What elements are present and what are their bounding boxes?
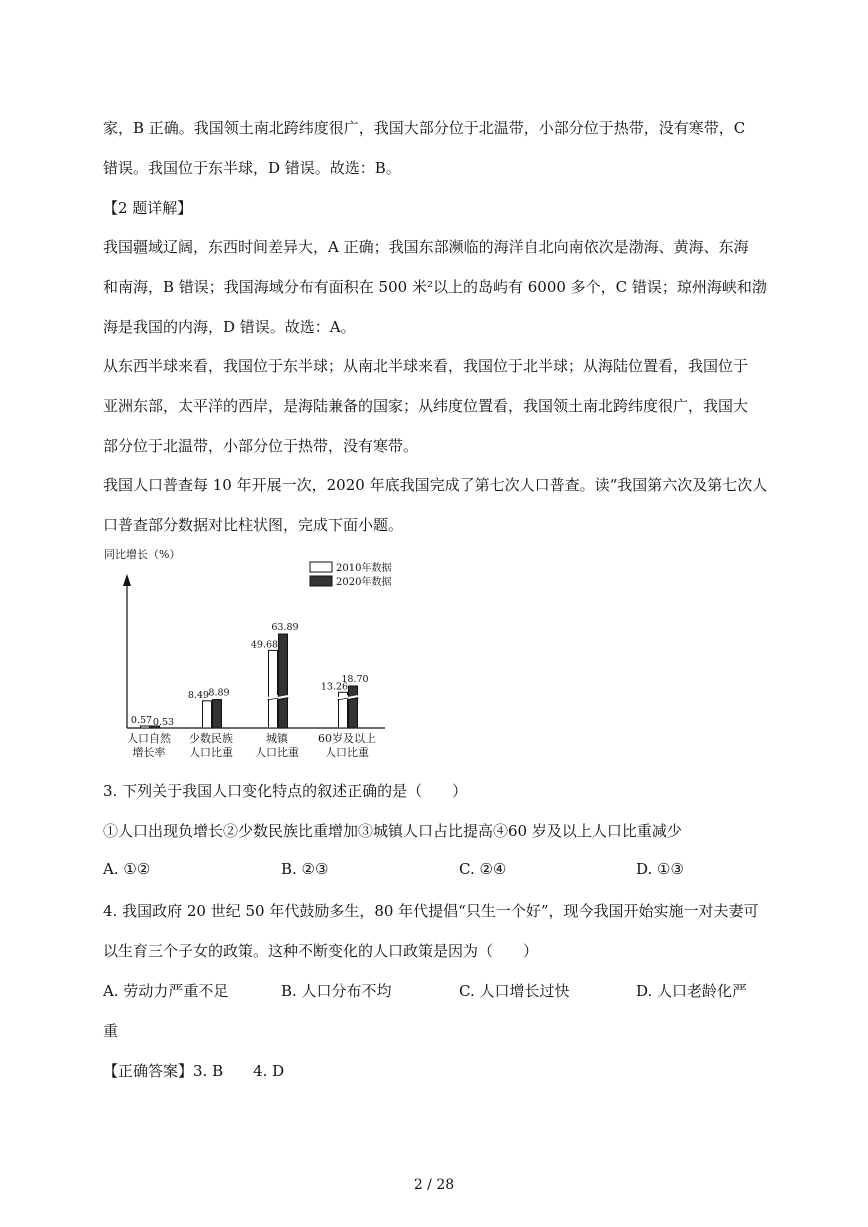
bar <box>349 686 358 728</box>
bar-value-label: 0.53 <box>152 717 175 728</box>
category-label: 人口自然 <box>127 732 171 745</box>
population-census-bar-chart <box>100 540 420 770</box>
legend-label: 2020年数据 <box>336 577 392 588</box>
bar <box>141 726 150 728</box>
paragraph-line: 和南海，B 错误；我国海域分布有面积在 500 米²以上的岛屿有 6000 多个，C 错误；琼州海峡和渤 <box>103 278 767 296</box>
bar <box>269 650 278 728</box>
bar <box>203 701 212 728</box>
paragraph-line: 海是我国的内海，D 错误。故选：A。 <box>103 318 356 336</box>
y-axis-arrow-icon <box>123 574 131 586</box>
paragraph-line: 我国人口普查每 10 年开展一次，2020 年底我国完成了第七次人口普查。读“我国第六次及第七次人 <box>103 476 768 494</box>
category-label: 增长率 <box>132 746 166 759</box>
q3-option-c: C. ②④ <box>459 860 507 878</box>
category-label: 人口比重 <box>325 746 369 759</box>
paragraph-line: 错误。我国位于东半球，D 错误。故选：B。 <box>103 159 401 177</box>
paragraph-line: 家，B 正确。我国领土南北跨纬度很广，我国大部分位于北温带，小部分位于热带，没有寒带，C <box>103 119 746 137</box>
bar-value-label: 0.57 <box>130 715 153 726</box>
q3-option-d: D. ①③ <box>636 860 684 878</box>
question-4-stem-line1: 4. 我国政府 20 世纪 50 年代鼓励多生，80 年代提倡“只生一个好”，现今我国开始实施一对夫妻可 <box>103 902 759 920</box>
paragraph-line: 从东西半球来看，我国位于东半球；从南北半球来看，我国位于北半球；从海陆位置看，我国位于 <box>103 357 749 375</box>
answer-line: 【正确答案】3. B 4. D <box>103 1062 285 1080</box>
paragraph-line: 亚洲东部，太平洋的西岸，是海陆兼备的国家；从纬度位置看，我国领土南北跨纬度很广，我国大 <box>103 397 749 415</box>
bar-value-label: 49.68 <box>250 639 279 651</box>
category-label: 人口比重 <box>255 746 299 759</box>
page-number: 2 / 28 <box>413 1177 455 1193</box>
category-label: 城镇 <box>266 732 288 745</box>
q4-option-b: B. 人口分布不均 <box>281 982 392 1000</box>
bar <box>279 634 288 728</box>
legend-swatch <box>310 576 332 586</box>
category-label: 人口比重 <box>189 746 233 759</box>
bar-value-label: 63.89 <box>271 622 299 634</box>
q3-option-a: A. ①② <box>103 860 151 878</box>
bar <box>213 700 222 728</box>
q4-option-a: A. 劳动力严重不足 <box>103 982 229 1000</box>
bar-value-label: 8.89 <box>208 687 230 699</box>
paragraph-line: 我国疆域辽阔，东西时间差异大，A 正确；我国东部濒临的海洋自北向南依次是渤海、黄海、东海 <box>103 238 749 256</box>
legend-label: 2010年数据 <box>336 563 392 574</box>
question-3-items: ①人口出现负增长②少数民族比重增加③城镇人口占比提高④60 岁及以上人口比重减少 <box>103 822 682 840</box>
paragraph-line: 口普查部分数据对比柱状图，完成下面小题。 <box>103 516 404 534</box>
question-3-stem: 3. 下列关于我国人口变化特点的叙述正确的是（ ） <box>103 782 468 800</box>
bar-value-label: 18.70 <box>341 673 369 685</box>
q3-option-b: B. ②③ <box>281 860 329 878</box>
y-axis-label: 同比增长（%） <box>104 548 181 561</box>
q4-option-c: C. 人口增长过快 <box>459 982 570 1000</box>
bar-value-label: 13.26 <box>320 681 349 693</box>
section-heading: 【2 题详解】 <box>103 199 193 217</box>
q4-option-d: D. 人口老龄化严 <box>636 982 748 1000</box>
category-label: 60岁及以上 <box>318 732 376 745</box>
legend-swatch <box>310 562 332 572</box>
q4-option-d-wrap: 重 <box>103 1022 119 1040</box>
bar-value-label: 8.49 <box>187 689 210 701</box>
paragraph-line: 部分位于北温带，小部分位于热带，没有寒带。 <box>103 437 419 455</box>
category-label: 少数民族 <box>189 732 233 745</box>
question-4-stem-line2: 以生育三个子女的政策。这种不断变化的人口政策是因为（ ） <box>103 942 539 960</box>
